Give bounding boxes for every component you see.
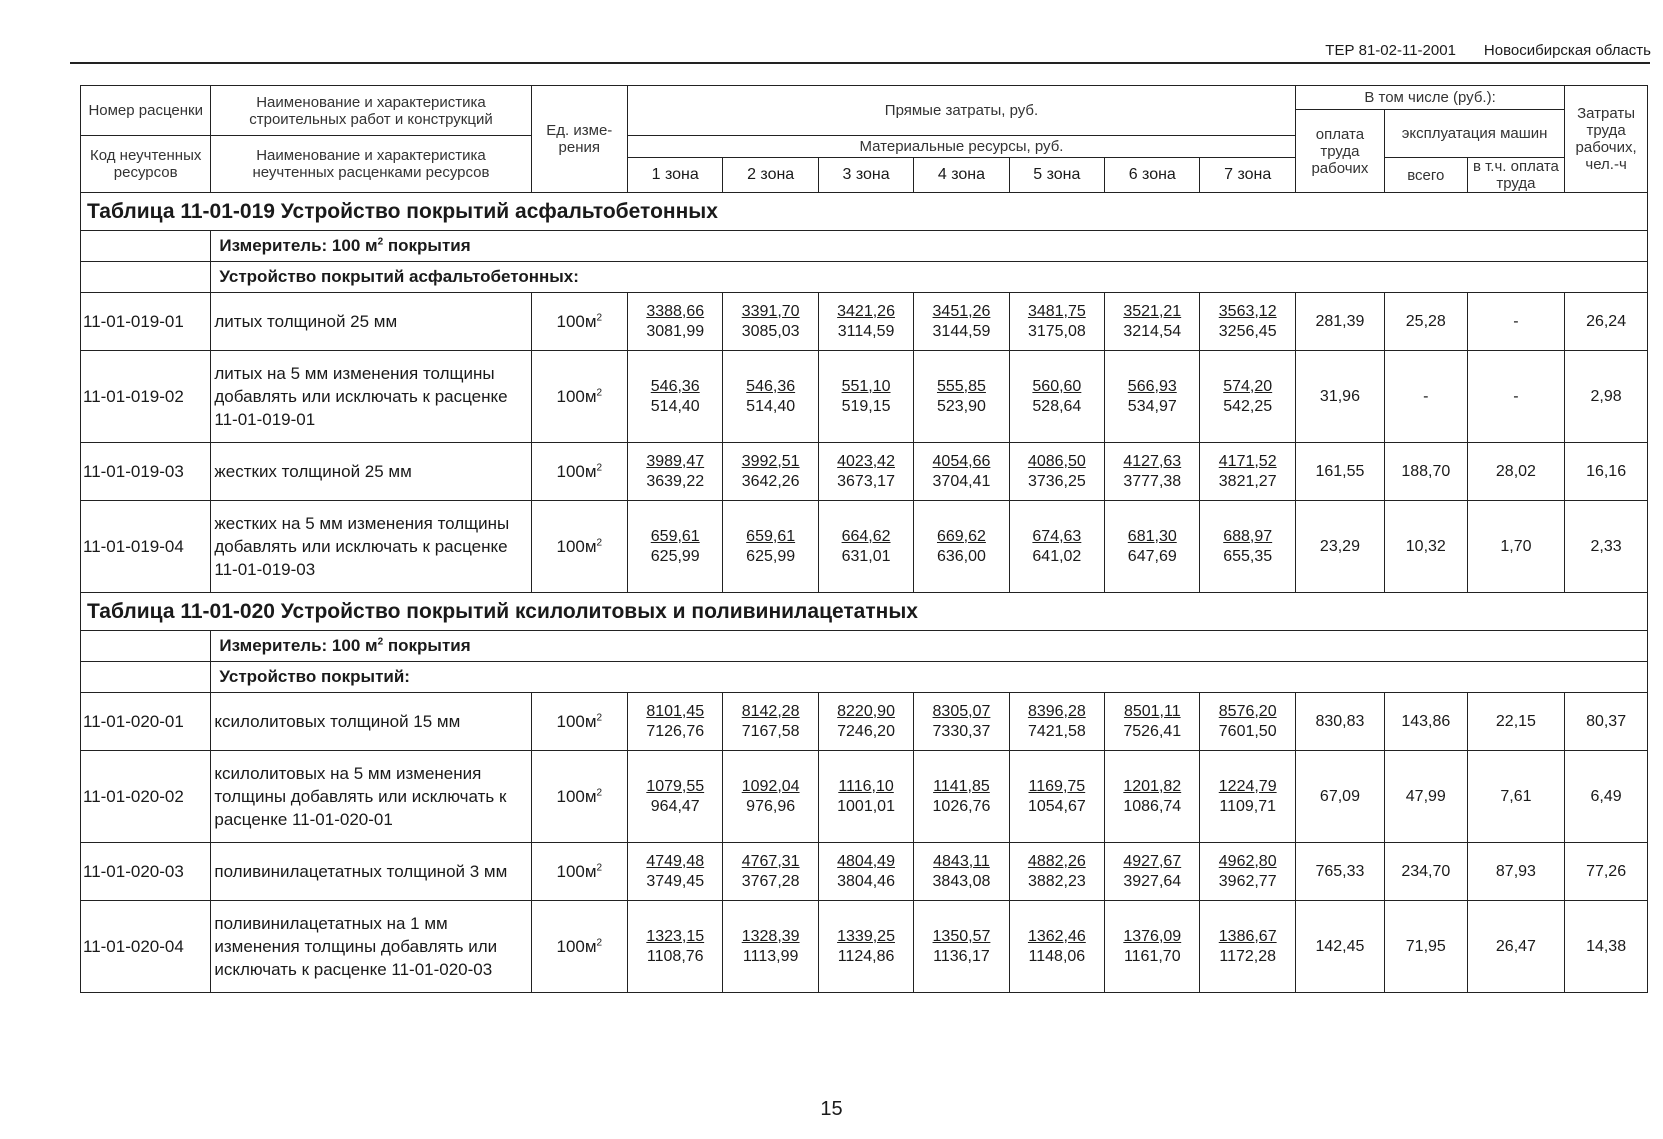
zone-price-7 [1200, 843, 1295, 901]
machinery-total: - [1384, 351, 1467, 443]
direct-cost: 546,36 [746, 377, 796, 395]
zone-price-4 [914, 501, 1009, 593]
rate-name: ксилолитовых на 5 мм изменения толщины добавлять или исключать к расценке 11-01-020-01 [211, 751, 531, 843]
rate-name: литых толщиной 25 мм [211, 293, 531, 351]
material-cost: 625,99 [650, 547, 700, 565]
zone-price-7 [1200, 351, 1295, 443]
zone-header-7: 7 зона [1200, 158, 1295, 193]
region-name: Новосибирская область [1483, 42, 1651, 59]
meter-unit: покрытия [387, 636, 471, 655]
rate-name: поливинилацетатных толщиной 3 мм [211, 843, 531, 901]
machinery-labor-pay: 7,61 [1467, 751, 1565, 843]
machinery-labor-pay: - [1467, 293, 1565, 351]
direct-cost: 4927,67 [1123, 852, 1182, 870]
zone-price-4 [914, 351, 1009, 443]
unit-cell [531, 443, 627, 501]
material-cost: 3804,46 [837, 872, 895, 890]
machinery-total: 25,28 [1384, 293, 1467, 351]
empty-cell [81, 662, 211, 693]
direct-cost: 4962,80 [1218, 852, 1277, 870]
material-cost: 7126,76 [646, 722, 705, 740]
zone-price-2 [723, 751, 818, 843]
direct-cost: 546,36 [650, 377, 700, 395]
labor-pay: 142,45 [1295, 901, 1384, 993]
page-header [1297, 42, 1651, 59]
material-cost: 3144,59 [932, 322, 991, 340]
unit-cell [531, 501, 627, 593]
material-cost: 3256,45 [1218, 322, 1277, 340]
material-cost: 3704,41 [932, 472, 991, 490]
direct-cost: 669,62 [936, 527, 986, 545]
labor-hours: 80,37 [1565, 693, 1648, 751]
direct-cost: 4843,11 [933, 852, 990, 870]
labor-pay: 23,29 [1295, 501, 1384, 593]
unit-superscript: 2 [596, 461, 603, 473]
unit-text: 100м [556, 311, 597, 331]
col-header-code: Код неучтенных ресурсов [81, 136, 211, 193]
machinery-labor-pay: 22,15 [1467, 693, 1565, 751]
unit-text: 100м [556, 536, 597, 556]
zone-price-3 [818, 351, 913, 443]
col-header-direct-costs: Прямые затраты, руб. [628, 86, 1296, 136]
zone-price-3 [818, 843, 913, 901]
unit-text: 100м [556, 786, 597, 806]
direct-cost: 1339,25 [837, 927, 895, 945]
machinery-labor-pay: 1,70 [1467, 501, 1565, 593]
rate-name: ксилолитовых толщиной 15 мм [211, 693, 531, 751]
rate-name: жестких толщиной 25 мм [211, 443, 531, 501]
rate-name: поливинилацетатных на 1 мм изменения толщины добавлять или исключать к расценке 11-01-020-03 [211, 901, 531, 993]
zone-price-4 [914, 693, 1009, 751]
rate-code: 11-01-020-01 [81, 693, 211, 751]
zone-price-1 [628, 751, 723, 843]
direct-cost: 1201,82 [1123, 777, 1182, 795]
labor-pay: 31,96 [1295, 351, 1384, 443]
rate-code: 11-01-019-04 [81, 501, 211, 593]
meter-superscript: 2 [377, 636, 384, 648]
zone-price-1 [628, 351, 723, 443]
direct-cost: 4767,31 [741, 852, 800, 870]
material-cost: 641,02 [1032, 547, 1082, 565]
labor-hours: 6,49 [1565, 751, 1648, 843]
zone-price-6 [1105, 901, 1200, 993]
meter-label [211, 631, 1648, 662]
zone-price-7 [1200, 501, 1295, 593]
labor-hours: 26,24 [1565, 293, 1648, 351]
unit-cell [531, 901, 627, 993]
material-cost: 1001,01 [837, 797, 895, 815]
unit-cell [531, 293, 627, 351]
direct-cost: 3481,75 [1027, 302, 1086, 320]
direct-cost: 688,97 [1223, 527, 1273, 545]
zone-price-6 [1105, 751, 1200, 843]
col-header-name: Наименование и характеристика строительных работ и конструкций [211, 86, 531, 136]
zone-price-2 [723, 351, 818, 443]
direct-cost: 3421,26 [837, 302, 895, 320]
rate-code: 11-01-020-04 [81, 901, 211, 993]
meter-text: Измеритель: 100 м [219, 236, 378, 255]
direct-cost: 1323,15 [646, 927, 705, 945]
unit-superscript: 2 [596, 861, 603, 873]
material-cost: 3882,23 [1027, 872, 1086, 890]
material-cost: 3214,54 [1123, 322, 1182, 340]
table-title: Таблица 11-01-020 Устройство покрытий ксилолитовых и поливинилацетатных [81, 593, 1648, 631]
unit-superscript: 2 [596, 936, 603, 948]
material-cost: 3843,08 [932, 872, 991, 890]
direct-cost: 4804,49 [837, 852, 895, 870]
machinery-total: 234,70 [1384, 843, 1467, 901]
direct-cost: 4171,52 [1218, 452, 1277, 470]
material-cost: 534,97 [1127, 397, 1177, 415]
zone-header-6: 6 зона [1105, 158, 1200, 193]
labor-pay: 830,83 [1295, 693, 1384, 751]
unit-superscript: 2 [596, 536, 603, 548]
direct-cost: 4023,42 [837, 452, 895, 470]
zone-price-5 [1009, 693, 1104, 751]
zone-price-2 [723, 443, 818, 501]
col-header-machinery: эксплуатация машин [1384, 110, 1564, 158]
zone-header-2: 2 зона [723, 158, 818, 193]
machinery-labor-pay: 26,47 [1467, 901, 1565, 993]
material-cost: 1086,74 [1123, 797, 1182, 815]
zone-price-5 [1009, 901, 1104, 993]
direct-cost: 1141,85 [933, 777, 990, 795]
direct-cost: 3388,66 [646, 302, 705, 320]
direct-cost: 3521,21 [1123, 302, 1182, 320]
zone-price-3 [818, 901, 913, 993]
machinery-total: 143,86 [1384, 693, 1467, 751]
zone-price-7 [1200, 693, 1295, 751]
direct-cost: 674,63 [1032, 527, 1082, 545]
machinery-labor-pay: 28,02 [1467, 443, 1565, 501]
unit-superscript: 2 [596, 386, 603, 398]
direct-cost: 566,93 [1127, 377, 1177, 395]
material-cost: 7526,41 [1123, 722, 1182, 740]
material-cost: 976,96 [746, 797, 796, 815]
empty-cell [81, 262, 211, 293]
machinery-total: 71,95 [1384, 901, 1467, 993]
zone-price-6 [1105, 693, 1200, 751]
header-rule [70, 62, 1650, 64]
col-header-materials: Материальные ресурсы, руб. [628, 136, 1296, 158]
direct-cost: 664,62 [841, 527, 891, 545]
labor-hours: 2,98 [1565, 351, 1648, 443]
labor-pay: 161,55 [1295, 443, 1384, 501]
material-cost: 7330,37 [932, 722, 991, 740]
direct-cost: 4127,63 [1123, 452, 1182, 470]
direct-cost: 4749,48 [646, 852, 705, 870]
table-row [81, 443, 1648, 501]
material-cost: 647,69 [1127, 547, 1177, 565]
direct-cost: 1092,04 [741, 777, 800, 795]
unit-superscript: 2 [596, 711, 603, 723]
zone-price-3 [818, 751, 913, 843]
material-cost: 7601,50 [1218, 722, 1277, 740]
labor-hours: 14,38 [1565, 901, 1648, 993]
zone-price-3 [818, 293, 913, 351]
zone-price-6 [1105, 843, 1200, 901]
machinery-total: 47,99 [1384, 751, 1467, 843]
col-header-including: В том числе (руб.): [1295, 86, 1564, 110]
direct-cost: 555,85 [936, 377, 986, 395]
material-cost: 655,35 [1223, 547, 1273, 565]
zone-price-1 [628, 843, 723, 901]
col-header-mach-total: всего [1384, 158, 1467, 193]
direct-cost: 4086,50 [1027, 452, 1086, 470]
zone-price-5 [1009, 351, 1104, 443]
material-cost: 7167,58 [741, 722, 800, 740]
labor-hours: 2,33 [1565, 501, 1648, 593]
zone-price-3 [818, 443, 913, 501]
unit-text: 100м [556, 386, 597, 406]
zone-price-6 [1105, 501, 1200, 593]
machinery-total: 10,32 [1384, 501, 1467, 593]
material-cost: 523,90 [936, 397, 986, 415]
direct-cost: 8101,45 [646, 702, 705, 720]
material-cost: 1054,67 [1027, 797, 1086, 815]
direct-cost: 8142,28 [741, 702, 800, 720]
direct-cost: 574,20 [1223, 377, 1273, 395]
labor-hours: 16,16 [1565, 443, 1648, 501]
zone-price-4 [914, 293, 1009, 351]
direct-cost: 659,61 [746, 527, 796, 545]
empty-cell [81, 631, 211, 662]
material-cost: 3175,08 [1027, 322, 1086, 340]
zone-price-5 [1009, 751, 1104, 843]
direct-cost: 1116,10 [838, 777, 894, 795]
direct-cost: 8501,11 [1123, 702, 1181, 720]
material-cost: 3927,64 [1123, 872, 1182, 890]
labor-pay: 281,39 [1295, 293, 1384, 351]
group-label: Устройство покрытий: [211, 662, 1648, 693]
machinery-labor-pay: - [1467, 351, 1565, 443]
direct-cost: 8220,90 [837, 702, 895, 720]
table-row [81, 901, 1648, 993]
unit-cell [531, 751, 627, 843]
direct-cost: 1079,55 [646, 777, 705, 795]
material-cost: 3114,59 [837, 322, 895, 340]
material-cost: 1113,99 [742, 947, 799, 965]
material-cost: 636,00 [936, 547, 986, 565]
zone-price-7 [1200, 901, 1295, 993]
material-cost: 3639,22 [646, 472, 705, 490]
unit-text: 100м [556, 861, 597, 881]
meter-label [211, 231, 1648, 262]
zone-price-1 [628, 901, 723, 993]
material-cost: 1109,71 [1219, 797, 1277, 815]
zone-price-2 [723, 693, 818, 751]
direct-cost: 681,30 [1127, 527, 1177, 545]
doc-code: ТЕР 81-02-11-2001 [1325, 42, 1456, 59]
zone-price-4 [914, 901, 1009, 993]
machinery-labor-pay: 87,93 [1467, 843, 1565, 901]
zone-price-1 [628, 293, 723, 351]
material-cost: 3673,17 [837, 472, 895, 490]
material-cost: 3767,28 [741, 872, 800, 890]
table-row [81, 501, 1648, 593]
material-cost: 3749,45 [646, 872, 705, 890]
zone-price-5 [1009, 443, 1104, 501]
direct-cost: 1169,75 [1028, 777, 1086, 795]
material-cost: 514,40 [746, 397, 796, 415]
zone-price-4 [914, 751, 1009, 843]
meter-unit: покрытия [387, 236, 471, 255]
zone-price-2 [723, 843, 818, 901]
direct-cost: 3992,51 [741, 452, 800, 470]
direct-cost: 8576,20 [1218, 702, 1277, 720]
material-cost: 3081,99 [646, 322, 705, 340]
col-header-number: Номер расценки [81, 86, 211, 136]
table-row [81, 751, 1648, 843]
unit-text: 100м [556, 711, 597, 731]
material-cost: 1026,76 [932, 797, 991, 815]
material-cost: 625,99 [746, 547, 796, 565]
table-row [81, 351, 1648, 443]
rate-name: литых на 5 мм изменения толщины добавлять или исключать к расценке 11-01-019-01 [211, 351, 531, 443]
zone-price-3 [818, 693, 913, 751]
page-number: 15 [820, 1098, 843, 1120]
material-cost: 3962,77 [1218, 872, 1277, 890]
direct-cost: 3989,47 [646, 452, 705, 470]
material-cost: 514,40 [650, 397, 700, 415]
direct-cost: 551,10 [841, 377, 891, 395]
rates-table [80, 85, 1648, 993]
zone-price-5 [1009, 501, 1104, 593]
material-cost: 1172,28 [1219, 947, 1277, 965]
direct-cost: 1386,67 [1218, 927, 1277, 945]
zone-price-5 [1009, 843, 1104, 901]
group-label: Устройство покрытий асфальтобетонных: [211, 262, 1648, 293]
zone-price-5 [1009, 293, 1104, 351]
material-cost: 519,15 [841, 397, 891, 415]
material-cost: 7421,58 [1027, 722, 1086, 740]
zone-price-2 [723, 501, 818, 593]
table-row [81, 843, 1648, 901]
unit-superscript: 2 [596, 786, 603, 798]
rate-code: 11-01-019-03 [81, 443, 211, 501]
empty-cell [81, 231, 211, 262]
zone-price-4 [914, 443, 1009, 501]
table-title: Таблица 11-01-019 Устройство покрытий асфальтобетонных [81, 193, 1648, 231]
col-header-mach-pay: в т.ч. оплата труда [1467, 158, 1565, 193]
zone-price-1 [628, 501, 723, 593]
col-header-unit: Ед. изме-рения [531, 86, 627, 193]
zone-price-7 [1200, 751, 1295, 843]
rate-code: 11-01-020-02 [81, 751, 211, 843]
direct-cost: 3391,70 [741, 302, 800, 320]
col-header-labor-costs: Затраты труда рабочих, чел.-ч [1565, 86, 1648, 193]
material-cost: 3642,26 [741, 472, 800, 490]
material-cost: 1136,17 [933, 947, 990, 965]
material-cost: 3085,03 [741, 322, 800, 340]
unit-cell [531, 351, 627, 443]
direct-cost: 659,61 [650, 527, 700, 545]
material-cost: 964,47 [650, 797, 700, 815]
unit-superscript: 2 [596, 311, 603, 323]
meter-text: Измеритель: 100 м [219, 636, 378, 655]
direct-cost: 1224,79 [1218, 777, 1277, 795]
unit-text: 100м [556, 936, 597, 956]
zone-header-4: 4 зона [914, 158, 1009, 193]
zone-price-7 [1200, 293, 1295, 351]
zone-header-3: 3 зона [818, 158, 913, 193]
zone-price-3 [818, 501, 913, 593]
zone-price-2 [723, 293, 818, 351]
meter-superscript: 2 [377, 236, 384, 248]
unit-cell [531, 843, 627, 901]
zone-price-6 [1105, 351, 1200, 443]
unit-cell [531, 693, 627, 751]
direct-cost: 8396,28 [1027, 702, 1086, 720]
direct-cost: 3451,26 [932, 302, 991, 320]
labor-pay: 67,09 [1295, 751, 1384, 843]
zone-header-1: 1 зона [628, 158, 723, 193]
col-header-res-name: Наименование и характеристика неучтенных расценками ресурсов [211, 136, 531, 193]
material-cost: 1108,76 [646, 947, 704, 965]
labor-pay: 765,33 [1295, 843, 1384, 901]
unit-text: 100м [556, 461, 597, 481]
rate-name: жестких на 5 мм изменения толщины добавлять или исключать к расценке 11-01-019-03 [211, 501, 531, 593]
direct-cost: 1376,09 [1123, 927, 1182, 945]
zone-price-1 [628, 693, 723, 751]
table-row [81, 693, 1648, 751]
direct-cost: 4054,66 [932, 452, 991, 470]
zone-price-6 [1105, 443, 1200, 501]
direct-cost: 1350,57 [932, 927, 991, 945]
direct-cost: 3563,12 [1218, 302, 1277, 320]
material-cost: 3821,27 [1218, 472, 1277, 490]
material-cost: 3777,38 [1123, 472, 1182, 490]
rate-code: 11-01-019-02 [81, 351, 211, 443]
rate-code: 11-01-019-01 [81, 293, 211, 351]
material-cost: 631,01 [841, 547, 891, 565]
table-row [81, 293, 1648, 351]
direct-cost: 1328,39 [741, 927, 800, 945]
material-cost: 3736,25 [1027, 472, 1086, 490]
zone-header-5: 5 зона [1009, 158, 1104, 193]
zone-price-1 [628, 443, 723, 501]
labor-hours: 77,26 [1565, 843, 1648, 901]
rate-code: 11-01-020-03 [81, 843, 211, 901]
zone-price-7 [1200, 443, 1295, 501]
direct-cost: 560,60 [1032, 377, 1082, 395]
col-header-labor-pay: оплата труда рабочих [1295, 110, 1384, 193]
zone-price-4 [914, 843, 1009, 901]
machinery-total: 188,70 [1384, 443, 1467, 501]
direct-cost: 8305,07 [932, 702, 991, 720]
material-cost: 528,64 [1032, 397, 1082, 415]
material-cost: 7246,20 [837, 722, 895, 740]
material-cost: 542,25 [1223, 397, 1273, 415]
material-cost: 1148,06 [1028, 947, 1086, 965]
zone-price-6 [1105, 293, 1200, 351]
zone-price-2 [723, 901, 818, 993]
direct-cost: 4882,26 [1027, 852, 1086, 870]
material-cost: 1124,86 [837, 947, 895, 965]
direct-cost: 1362,46 [1027, 927, 1086, 945]
material-cost: 1161,70 [1123, 947, 1181, 965]
